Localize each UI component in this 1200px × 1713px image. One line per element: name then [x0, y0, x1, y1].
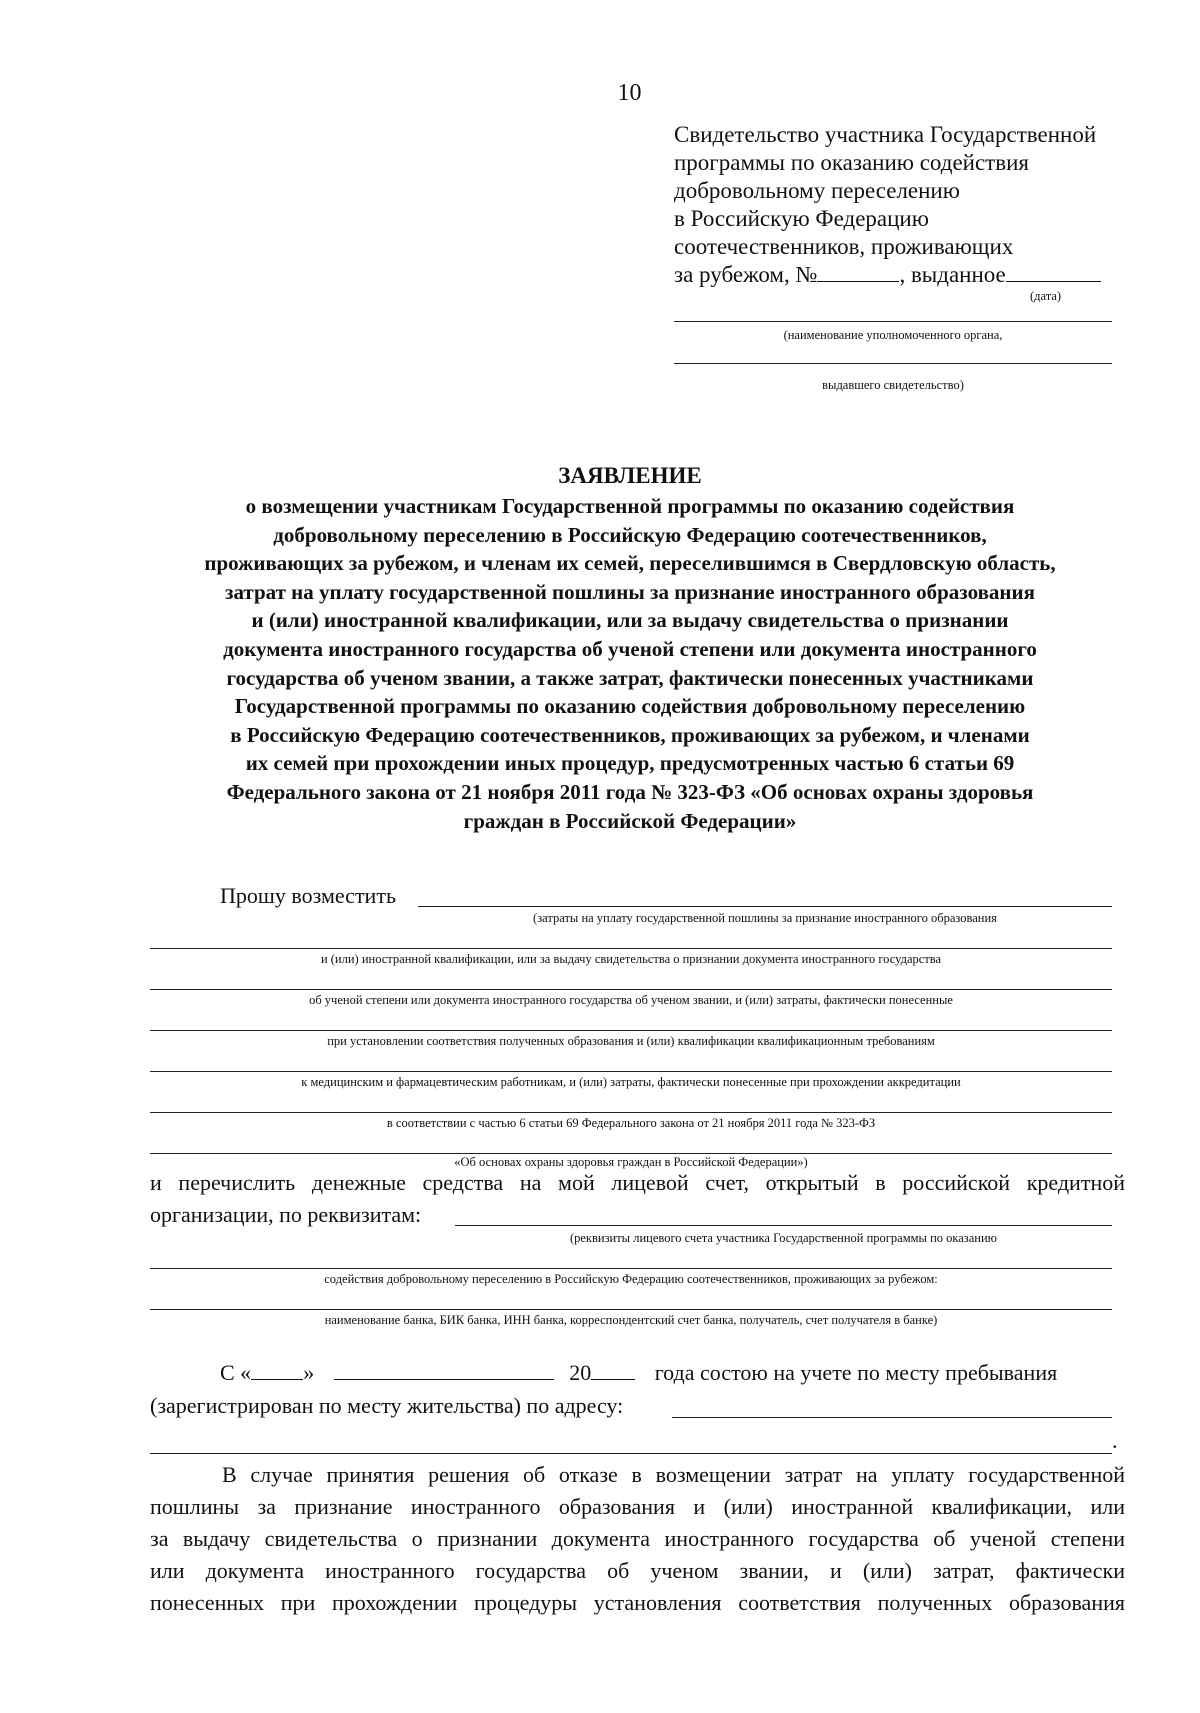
bank-details-caption: (реквизиты лицевого счета участника Государственной программы по оказанию [569, 1231, 998, 1245]
address-period: . [1112, 1428, 1118, 1453]
authority-field-line-1[interactable] [674, 321, 1112, 322]
request-field-line[interactable] [150, 1153, 1112, 1154]
year-prefix: 20 [569, 1360, 592, 1385]
refusal-line: за выдачу свидетельства о признании документа иностранного государства об ученой степени [150, 1526, 1125, 1551]
certificate-date-field[interactable] [1006, 261, 1101, 282]
refusal-line: пошлины за признание иностранного образования и (или) иностранной квалификации, или [150, 1494, 1125, 1519]
request-field-line[interactable] [418, 906, 1112, 907]
subject-line: затрат на уплату государственной пошлины за признание иностранного образования [225, 579, 1035, 604]
request-caption: об ученой степени или документа иностранного государства об ученом звании, и (или) затраты, фактически понесенные [309, 993, 953, 1007]
subject-line: и (или) иностранной квалификации, или за выдачу свидетельства о признании [251, 608, 1009, 633]
subject-line: граждан в Российской Федерации» [463, 808, 797, 833]
certificate-line: программы по оказанию содействия [674, 150, 1029, 175]
registration-line [220, 1359, 1057, 1386]
address-field-line[interactable] [672, 1417, 1112, 1418]
subject-line: Государственной программы по оказанию содействия добровольному переселению [234, 694, 1026, 719]
refusal-line: В случае принятия решения об отказе в возмещении затрат на уплату государственной [222, 1462, 1125, 1487]
subject-line: государства об ученом звании, а также затрат, фактически понесенных участниками [226, 665, 1034, 690]
certificate-issued-label: , выданное [899, 262, 1006, 287]
bank-details-caption: содействия добровольному переселению в Российскую Федерацию соотечественников, проживающих за рубежом: [324, 1272, 938, 1286]
certificate-line: добровольному переселению [674, 178, 960, 203]
certificate-line: соотечественников, проживающих [674, 234, 1014, 259]
request-field-line[interactable] [150, 1112, 1112, 1113]
certificate-number-line [674, 261, 1134, 289]
request-field-line[interactable] [150, 1030, 1112, 1031]
certificate-line: в Российскую Федерацию [674, 206, 929, 231]
bank-details-caption: наименование банка, БИК банка, ИНН банка, корреспондентский счет банка, получатель, счет получателя в банке) [324, 1313, 938, 1327]
issued-caption: выдавшего свидетельство) [822, 378, 964, 392]
subject-line: их семей при прохождении иных процедур, предусмотренных частью 6 статьи 69 [245, 751, 1015, 776]
certificate-block [674, 121, 1134, 289]
subject-line: документа иностранного государства об ученой степени или документа иностранного [223, 636, 1037, 661]
certificate-line: Свидетельство участника Государственной [674, 122, 1097, 147]
page-number: 10 [617, 80, 642, 106]
document-heading: ЗАЯВЛЕНИЕ [558, 463, 702, 488]
authority-field-line-2[interactable] [674, 363, 1112, 364]
subject-line: добровольному переселению в Российскую Федерацию соотечественников, [273, 522, 987, 547]
request-field-line[interactable] [150, 1071, 1112, 1072]
subject-line: Федерального закона от 21 ноября 2011 года № 323-ФЗ «Об основах охраны здоровья [226, 779, 1034, 804]
registration-tail: года состою на учете по месту пребывания [654, 1360, 1058, 1385]
subject-line: в Российскую Федерацию соотечественников, проживающих за рубежом, и членами [230, 722, 1030, 747]
refusal-line: или документа иностранного государства об ученом звании, и (или) затрат, фактически [150, 1558, 1125, 1583]
date-close-quote: » [303, 1360, 315, 1385]
address-label: (зарегистрирован по месту жительства) по адресу: [150, 1393, 624, 1418]
transfer-details-label: организации, по реквизитам: [150, 1202, 422, 1227]
address-field-line-2[interactable] [150, 1453, 1112, 1454]
subject-line: о возмещении участникам Государственной программы по оказанию содействия [245, 494, 1015, 518]
day-field[interactable] [251, 1359, 303, 1380]
certificate-abroad-label: за рубежом, № [674, 262, 818, 287]
request-caption: «Об основах охраны здоровья граждан в Российской Федерации») [454, 1155, 808, 1169]
year-field[interactable] [591, 1359, 635, 1380]
bank-details-field-line[interactable] [455, 1225, 1112, 1226]
request-caption: при установлении соответствия полученных образования и (или) квалификации квалификационным требованиям [327, 1034, 935, 1048]
request-caption: к медицинским и фармацевтическим работникам, и (или) затраты, фактически понесенные при прохождении аккредитации [301, 1075, 961, 1089]
bank-details-field-line[interactable] [150, 1309, 1112, 1310]
request-caption: (затраты на уплату государственной пошлины за признание иностранного образования [533, 911, 997, 925]
month-field[interactable] [334, 1359, 554, 1380]
date-from-label: С « [220, 1360, 252, 1385]
transfer-line: и перечислить денежные средства на мой лицевой счет, открытый в российской кредитной [150, 1170, 1125, 1195]
authority-caption: (наименование уполномоченного органа, [783, 328, 1003, 342]
certificate-number-field[interactable] [817, 261, 899, 282]
request-label: Прошу возместить [220, 883, 396, 908]
refusal-line: понесенных при прохождении процедуры установления соответствия полученных образования [150, 1590, 1125, 1615]
request-field-line[interactable] [150, 948, 1112, 949]
request-caption: и (или) иностранной квалификации, или за выдачу свидетельства о признании документа иностранного государства [320, 952, 942, 966]
document-subject [145, 492, 1115, 835]
subject-line: проживающих за рубежом, и членам их семей, переселившимся в Свердловскую область, [204, 551, 1056, 576]
bank-details-field-line[interactable] [150, 1268, 1112, 1269]
date-caption: (дата) [1030, 289, 1062, 303]
request-field-line[interactable] [150, 989, 1112, 990]
request-caption: в соответствии с частью 6 статьи 69 Федерального закона от 21 ноября 2011 года № 323-ФЗ [386, 1116, 876, 1130]
